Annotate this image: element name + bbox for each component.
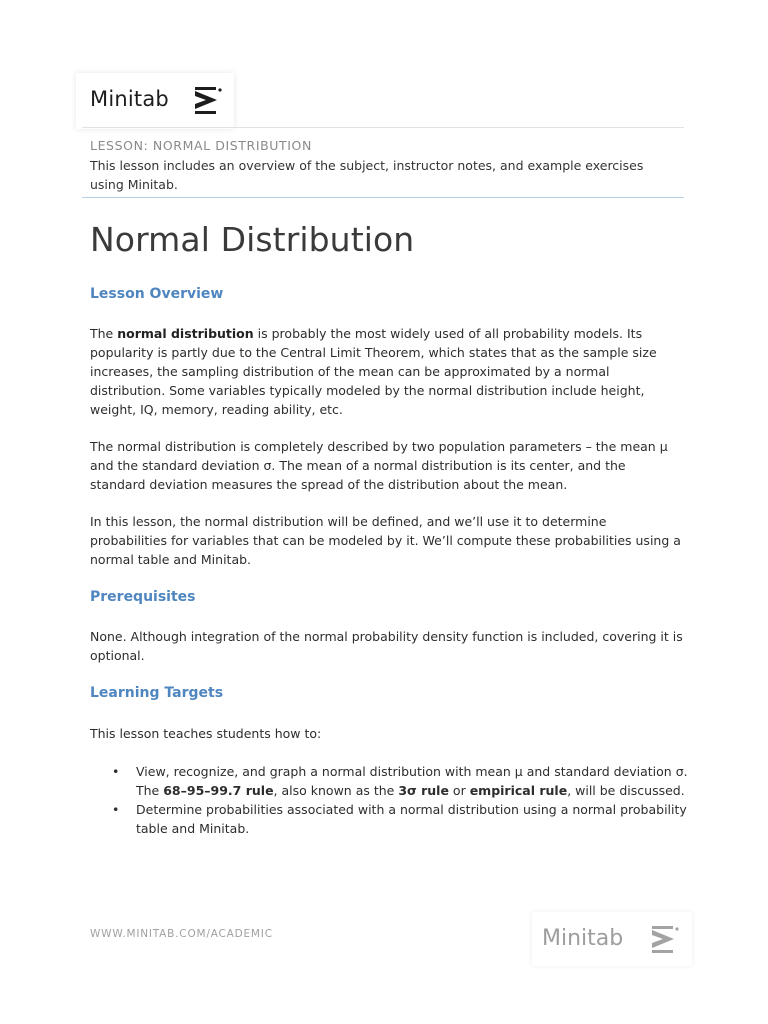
- text-run: View, recognize, and graph a normal distribution with mean μ and standard deviation σ. The: [136, 764, 688, 798]
- header-divider: [82, 127, 684, 128]
- heading-learning-targets: Learning Targets: [90, 685, 224, 701]
- minitab-arrow-icon: [193, 87, 223, 115]
- targets-intro: This lesson teaches students how to:: [90, 726, 322, 741]
- bold-term: normal distribution: [117, 326, 254, 341]
- heading-lesson-overview: Lesson Overview: [90, 286, 224, 302]
- footer-logo-wordmark: Minitab: [542, 926, 624, 951]
- header-logo: [76, 73, 234, 129]
- bold-term: empirical rule: [469, 783, 568, 798]
- text-run: is probably the most widely used of all probability models. Its popularity is partly due to the Central Limit Theorem, which states that as the sample size increases, the sampling distribution of the mean can be approximated by a normal distribution. Some variables typically modeled by the normal distribution include height, weight, IQ, memory, reading ability, etc.: [90, 326, 657, 417]
- text-run: , will be discussed.: [567, 783, 685, 798]
- footer-url[interactable]: WWW.MINITAB.COM/ACADEMIC: [90, 928, 273, 940]
- logo-wordmark: Minitab: [90, 87, 169, 111]
- text-run: The: [90, 326, 118, 341]
- bold-term: 3σ rule: [398, 783, 449, 798]
- minitab-arrow-icon: [650, 926, 680, 954]
- overview-paragraph-1: [90, 324, 684, 419]
- overview-paragraph-2: The normal distribution is completely described by two population parameters – the mean μ and the standard deviation σ. The mean of a normal distribution is its center, and the standard deviation measures the spread of the distribution about the mean.: [90, 439, 668, 492]
- list-item: [108, 800, 688, 838]
- bullet-icon: •: [112, 802, 120, 817]
- header-blue-divider: [82, 197, 684, 198]
- bullet-icon: •: [112, 764, 120, 779]
- targets-list: [108, 762, 688, 838]
- text-run: Determine probabilities associated with a normal distribution using a normal probability table and Minitab.: [136, 802, 687, 836]
- footer-logo: [532, 912, 692, 966]
- heading-prerequisites: Prerequisites: [90, 589, 196, 605]
- page-title: Normal Distribution: [90, 220, 415, 259]
- lesson-description: This lesson includes an overview of the subject, instructor notes, and example exercises using Minitab.: [90, 158, 644, 192]
- overview-paragraph-3: In this lesson, the normal distribution will be defined, and we’ll use it to determine probabilities for variables that can be modeled by it. We’ll compute these probabilities using a normal table and Minitab.: [90, 514, 681, 567]
- prerequisites-paragraph: None. Although integration of the normal probability density function is included, covering it is optional.: [90, 629, 683, 663]
- text-run: or: [448, 783, 470, 798]
- bold-term: 68–95–99.7 rule: [163, 783, 274, 798]
- text-run: , also known as the: [273, 783, 399, 798]
- list-item: [108, 762, 688, 800]
- lesson-label: LESSON: NORMAL DISTRIBUTION: [90, 138, 312, 153]
